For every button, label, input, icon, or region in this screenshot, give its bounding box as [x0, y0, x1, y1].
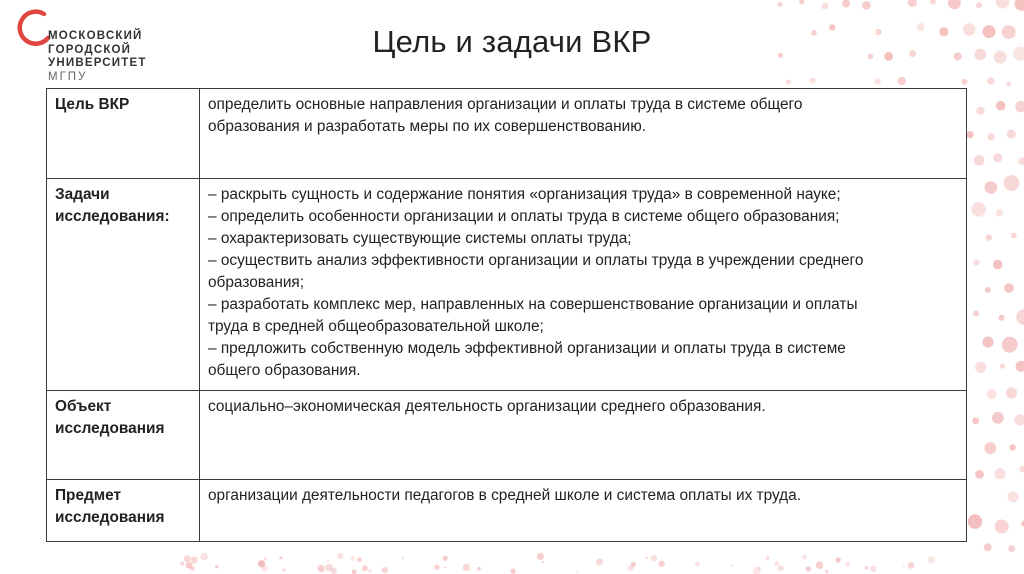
decor-dot — [659, 561, 665, 567]
decor-dot — [1011, 233, 1017, 239]
decor-dot — [477, 567, 481, 571]
decor-dot — [986, 234, 993, 241]
decor-dot — [928, 556, 935, 563]
decor-dot — [443, 556, 448, 561]
decor-dot — [628, 565, 634, 571]
decor-dot — [351, 556, 356, 561]
decor-dot — [191, 557, 198, 564]
decor-dot — [1006, 81, 1011, 86]
decor-dot — [835, 557, 841, 563]
decor-dot — [1004, 175, 1020, 191]
decor-dot — [862, 1, 871, 10]
decor-dot — [362, 565, 368, 571]
decor-dot — [908, 562, 915, 569]
decor-dot — [865, 566, 869, 570]
decor-dot — [987, 389, 997, 399]
decor-dot — [1015, 101, 1024, 112]
decor-dot — [774, 561, 779, 566]
decor-dot — [1014, 414, 1024, 425]
decor-dot — [695, 562, 700, 567]
row-value-object — [200, 391, 967, 480]
decor-dot — [968, 514, 982, 528]
decor-dot — [283, 569, 286, 572]
decor-dot — [1016, 361, 1024, 372]
decor-dot — [982, 337, 993, 348]
decor-dot — [996, 101, 1006, 111]
row-value-subject — [200, 480, 967, 542]
decor-dot — [327, 560, 329, 562]
decor-dot — [190, 566, 194, 570]
decor-dot — [434, 565, 439, 570]
decor-dot — [984, 543, 992, 551]
decor-dot — [766, 557, 769, 560]
decor-dot — [995, 520, 1009, 534]
decor-dot — [802, 555, 807, 560]
decor-dot — [184, 555, 191, 562]
decor-dot — [778, 565, 784, 571]
decor-dot — [903, 565, 905, 567]
decor-dot — [985, 181, 998, 194]
logo-line-3: УНИВЕРСИТЕТ — [48, 57, 147, 69]
decor-dot — [731, 564, 733, 566]
decor-dot — [352, 569, 357, 574]
row-label-text: исследования: — [55, 208, 170, 225]
logo-line-4: МГПУ — [48, 70, 88, 83]
decor-dot — [1019, 466, 1024, 473]
decor-dot — [987, 133, 994, 140]
decor-dot — [326, 564, 334, 572]
decor-dot — [258, 560, 265, 567]
row-text-line: социально–экономическая деятельность организации среднего образования. — [208, 398, 766, 415]
decor-dot — [777, 2, 782, 7]
row-text-line: организации деятельности педагогов в средней школе и система оплаты их труда. — [208, 487, 801, 504]
decor-dot — [180, 562, 184, 566]
table-row-tasks — [47, 179, 967, 391]
row-label-subject — [47, 480, 200, 542]
task-item: – раскрыть сущность и содержание понятия «организация труда» в современной науке; — [208, 186, 841, 203]
decor-dot — [596, 558, 603, 565]
decor-dot — [463, 564, 470, 571]
row-text-line: образования и разработать меры по их совершенствованию. — [208, 118, 647, 135]
decor-dot — [1000, 364, 1005, 369]
row-label-text: исследования — [55, 509, 165, 526]
decor-dot — [786, 79, 791, 84]
row-label-goal — [47, 89, 200, 179]
decor-dot — [975, 362, 986, 373]
decor-dot — [631, 562, 636, 567]
decor-dot — [331, 568, 338, 574]
decor-dot — [985, 287, 991, 293]
decor-dot — [976, 2, 982, 8]
decor-dot — [822, 3, 829, 10]
row-label-text: исследования — [55, 420, 165, 437]
decor-dot — [1007, 491, 1018, 502]
row-label-text: Предмет — [55, 487, 122, 504]
row-label-text: Цель ВКР — [55, 96, 130, 113]
logo-line-1: МОСКОВСКИЙ — [48, 30, 143, 42]
decor-dot — [993, 260, 1003, 270]
decor-dot — [976, 107, 984, 115]
decor-dot — [401, 556, 404, 559]
decor-dot — [993, 153, 1002, 162]
row-label-tasks — [47, 179, 200, 391]
decor-dot — [971, 202, 986, 217]
decor-dot — [948, 0, 961, 9]
decor-dot — [1004, 283, 1014, 293]
decor-dot — [444, 566, 446, 568]
decor-dot — [996, 209, 1003, 216]
decor-dot — [870, 566, 877, 573]
decor-dot — [996, 0, 1010, 9]
decor-dot — [357, 557, 362, 562]
task-item: труда в средней общеобразовательной школе; — [208, 318, 544, 335]
task-item: образования; — [208, 274, 305, 291]
decor-dot — [966, 131, 973, 138]
task-item: – охарактеризовать существующие системы оплаты труда; — [208, 230, 632, 247]
decor-dot — [984, 442, 996, 454]
decor-dot — [201, 553, 209, 561]
decor-dot — [987, 77, 995, 85]
decor-dot — [258, 560, 265, 567]
decor-dot — [1009, 444, 1016, 451]
row-label-text: Задачи — [55, 186, 110, 203]
decor-dot — [758, 566, 761, 569]
task-item: – предложить собственную модель эффективной организации и оплаты труда в системе — [208, 340, 846, 357]
task-item: – разработать комплекс мер, направленных на совершенствование организации и оплаты — [208, 296, 858, 313]
row-label-text: Объект — [55, 398, 112, 415]
table-row-object — [47, 391, 967, 480]
decor-dot — [1002, 337, 1018, 353]
decor-dot — [368, 570, 371, 573]
row-value-goal — [200, 89, 967, 179]
table-row-subject — [47, 480, 967, 542]
task-item: общего образования. — [208, 362, 361, 379]
decor-dot — [337, 553, 343, 559]
decor-dot — [898, 77, 906, 85]
task-item: – определить особенности организации и оплаты труда в системе общего образования; — [208, 208, 840, 225]
decor-dot — [994, 468, 1005, 479]
decor-dot — [1018, 157, 1024, 165]
decor-dot — [930, 0, 936, 5]
table-row-goal — [47, 89, 967, 179]
decor-dot — [972, 417, 979, 424]
decor-dot — [825, 570, 828, 573]
decor-dot — [537, 553, 544, 560]
decor-dot — [511, 569, 516, 574]
decor-dot — [874, 78, 881, 85]
decor-dot — [382, 567, 388, 573]
decor-dot — [799, 0, 804, 4]
decor-dot — [1007, 130, 1016, 139]
decor-dot — [1008, 545, 1015, 552]
decor-dot — [842, 0, 850, 8]
decor-dot — [753, 567, 761, 574]
decor-dot — [576, 571, 578, 573]
decor-dot — [186, 562, 193, 569]
decor-dot — [279, 556, 282, 559]
decor-dot — [973, 259, 979, 265]
decor-dot — [317, 565, 325, 573]
decor-dot — [810, 78, 816, 84]
decor-dot — [1015, 0, 1024, 11]
decor-dot — [768, 557, 770, 559]
logo-line-2: ГОРОДСКОЙ — [48, 43, 132, 56]
decor-dot — [215, 565, 218, 568]
row-text-line: определить основные направления организации и оплаты труда в системе общего — [208, 96, 803, 113]
decor-dot — [845, 562, 850, 567]
decor-dot — [645, 557, 647, 559]
decor-dot — [651, 555, 658, 562]
goals-table — [46, 88, 967, 542]
decor-dot — [261, 565, 268, 572]
decor-dot — [908, 0, 917, 7]
decor-dot — [319, 568, 323, 572]
decor-dot — [264, 558, 266, 560]
decor-dot — [816, 561, 824, 569]
decor-dot — [999, 315, 1005, 321]
decor-dot — [806, 566, 811, 571]
decor-dot — [542, 561, 545, 564]
decor-dot — [962, 79, 968, 85]
row-label-object — [47, 391, 200, 480]
decor-dot — [1016, 309, 1024, 325]
decor-dot — [992, 412, 1004, 424]
row-value-tasks — [200, 179, 967, 391]
decor-dot — [974, 155, 985, 166]
decor-dot — [975, 470, 984, 479]
decor-dot — [973, 310, 979, 316]
task-item: – осуществить анализ эффективности организации и оплаты труда в учреждении среднего — [208, 252, 864, 269]
slide-title: Цель и задачи ВКР — [372, 24, 652, 59]
decor-dot — [1006, 387, 1017, 398]
